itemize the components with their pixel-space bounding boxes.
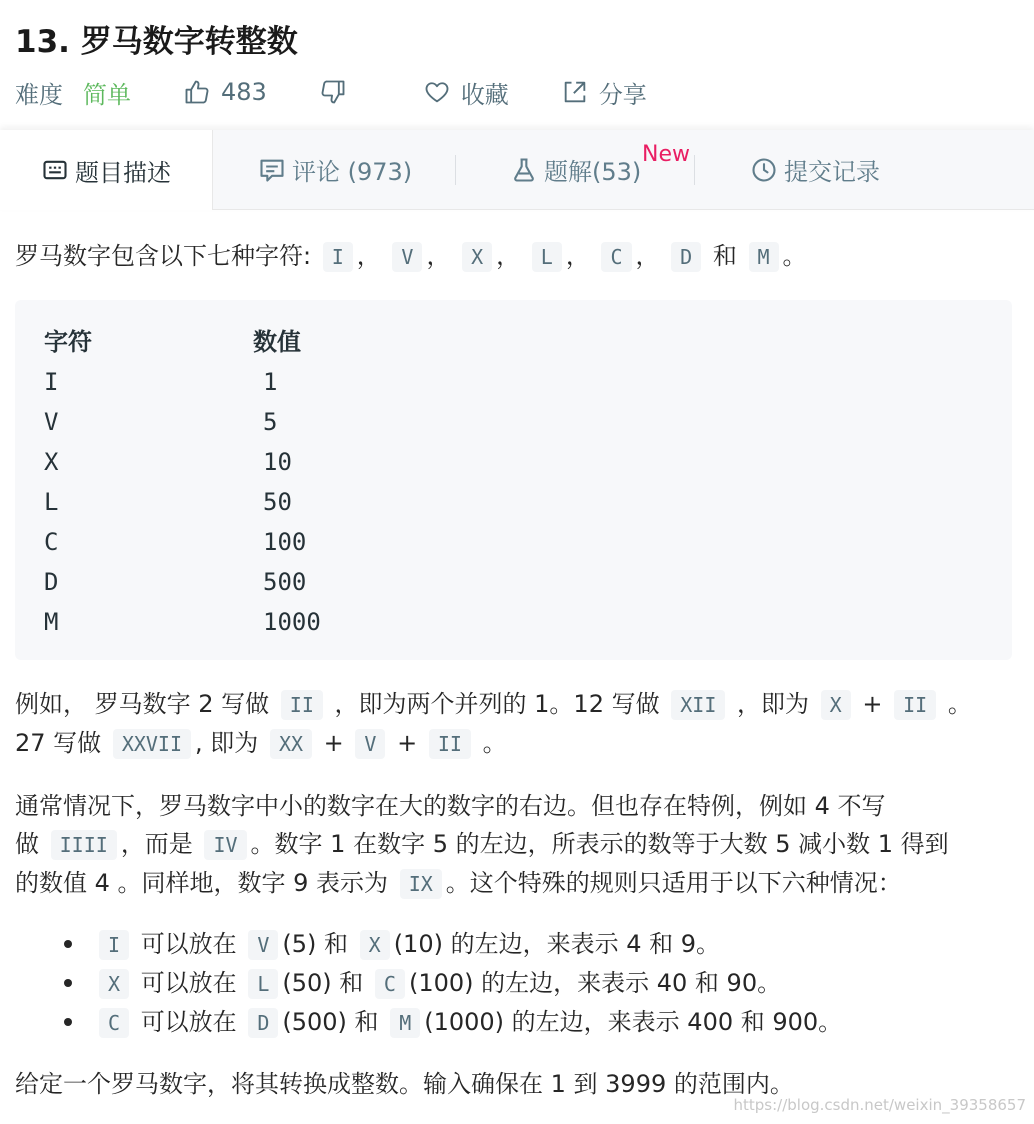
difficulty-label: 难度 — [15, 80, 63, 109]
table-row — [44, 602, 321, 642]
example-line — [15, 724, 972, 763]
example-text: , 即为 — [195, 729, 259, 757]
table-cell-value: 50 — [263, 488, 292, 516]
roman-code: II — [894, 690, 936, 720]
heart-icon — [423, 78, 451, 106]
special-cases-paragraph — [15, 787, 949, 903]
rules-list — [15, 925, 842, 1042]
symbol-code: D — [671, 242, 701, 272]
problem-tabs — [0, 130, 1034, 210]
tab-solutions[interactable] — [510, 130, 641, 209]
list-item — [15, 964, 842, 1003]
table-row — [44, 482, 321, 522]
bullet-dot — [64, 940, 72, 948]
roman-code: C — [99, 1008, 129, 1038]
table-cell-symbol: D — [44, 568, 59, 596]
roman-code: XII — [671, 690, 725, 720]
roman-code: II — [281, 690, 323, 720]
symbol-code: X — [462, 242, 492, 272]
special-text: 的数值 4 。同样地，数字 9 表示为 — [15, 869, 389, 897]
rule-text: (50) 和 — [282, 969, 364, 997]
table-cell-symbol: C — [44, 528, 59, 556]
roman-code: L — [248, 969, 278, 999]
problem-title: 13. 罗马数字转整数 — [15, 24, 298, 60]
new-badge: New — [642, 142, 690, 167]
table-cell-symbol: X — [44, 448, 59, 476]
rule-text: 可以放在 — [140, 969, 237, 997]
period: 。 — [782, 242, 807, 270]
table-cell-symbol: I — [44, 368, 59, 396]
rule-text: (100) 的左边，来表示 40 和 90。 — [408, 969, 782, 997]
roman-code: V — [355, 729, 385, 759]
rule-text: (500) 和 — [282, 1008, 379, 1036]
closing-paragraph: 给定一个罗马数字，将其转换成整数。输入确保在 1 到 3999 的范围内。 — [15, 1070, 794, 1098]
special-text: 。这个特殊的规则只适用于以下六种情况： — [445, 869, 902, 897]
table-cell-value: 5 — [263, 408, 278, 436]
special-line — [15, 825, 949, 864]
bullet-dot — [64, 979, 72, 987]
roman-code: C — [375, 969, 405, 999]
symbol-value-table — [15, 300, 1012, 660]
table-cell-value: 10 — [263, 448, 292, 476]
conjunction: 和 — [712, 242, 737, 270]
table-cell-value: 100 — [263, 528, 307, 556]
share-label: 分享 — [598, 80, 647, 109]
table-row — [44, 522, 321, 562]
roman-code: IIII — [51, 830, 117, 860]
tab-solutions-label: 题解(53) — [544, 158, 642, 186]
rule-text: (1000) 的左边，来表示 400 和 900。 — [424, 1008, 843, 1036]
symbol-code: M — [749, 242, 779, 272]
special-line: 通常情况下，罗马数字中小的数字在大的数字的右边。但也存在特例，例如 4 不写 — [15, 792, 886, 820]
clock-icon — [750, 156, 778, 184]
special-line — [15, 864, 949, 903]
example-text: ，即为两个并列的 1。12 写做 — [334, 690, 660, 718]
plus-sign: + — [397, 729, 418, 757]
separator: ， — [496, 242, 521, 270]
symbol-code: L — [532, 242, 562, 272]
special-text: 。数字 1 在数字 5 的左边，所表示的数等于大数 5 减小数 1 得到 — [250, 830, 949, 858]
roman-code: M — [390, 1008, 420, 1038]
share-button[interactable] — [561, 75, 647, 110]
bullet-dot — [64, 1018, 72, 1026]
intro-paragraph — [15, 237, 807, 276]
table-header-symbol: 字符 — [44, 328, 92, 356]
table-cell-symbol: V — [44, 408, 59, 436]
rule-text: 可以放在 — [140, 1008, 237, 1036]
example-text: 27 写做 — [15, 729, 102, 757]
comment-icon — [258, 156, 286, 184]
roman-code: I — [99, 930, 129, 960]
special-text: 做 — [15, 830, 39, 858]
symbol-code: C — [601, 242, 631, 272]
tab-divider — [455, 155, 456, 185]
example-text: 。 — [947, 690, 972, 718]
separator: ， — [565, 242, 590, 270]
symbol-code: V — [392, 242, 422, 272]
tab-comments-label: 评论 (973) — [292, 158, 413, 186]
separator: ， — [356, 242, 381, 270]
roman-code: V — [248, 930, 278, 960]
table-row — [44, 362, 321, 402]
dislike-button[interactable] — [319, 78, 357, 106]
roman-code: X — [360, 930, 390, 960]
table-cell-symbol: M — [44, 608, 59, 636]
example-text: 例如， 罗马数字 2 写做 — [15, 690, 270, 718]
table-row — [44, 402, 321, 442]
list-item — [15, 925, 842, 964]
tab-submissions-label: 提交记录 — [784, 158, 880, 186]
table-row — [44, 442, 321, 482]
tab-description[interactable] — [0, 130, 213, 210]
like-button[interactable] — [183, 78, 267, 106]
favorite-label: 收藏 — [460, 80, 509, 109]
symbol-code: I — [323, 242, 353, 272]
tab-description-label: 题目描述 — [75, 158, 171, 187]
rule-text: 可以放在 — [140, 930, 237, 958]
example-paragraph — [15, 685, 972, 763]
tab-divider — [694, 155, 695, 185]
roman-code: D — [248, 1008, 278, 1038]
like-count: 483 — [221, 78, 267, 106]
thumbs-down-icon — [319, 78, 347, 106]
table-row — [44, 562, 321, 602]
roman-code: X — [821, 690, 851, 720]
roman-code: IV — [204, 830, 246, 860]
tab-submissions[interactable] — [750, 130, 880, 209]
table-header-value: 数值 — [253, 328, 301, 356]
table-cell-value: 1 — [263, 368, 278, 396]
example-text: ，即为 — [737, 690, 810, 718]
flask-icon — [510, 156, 538, 184]
roman-code: IX — [400, 869, 442, 899]
separator: ， — [635, 242, 660, 270]
roman-code: II — [429, 729, 471, 759]
plus-sign: + — [323, 729, 344, 757]
watermark: https://blog.csdn.net/weixin_39358657 — [733, 1096, 1026, 1114]
roman-code: XXVII — [113, 729, 191, 759]
rule-text: (10) 的左边，来表示 4 和 9。 — [393, 930, 721, 958]
example-text: 。 — [482, 729, 507, 757]
thumbs-up-icon — [183, 78, 211, 106]
table-cell-value: 500 — [263, 568, 307, 596]
table-header-row — [44, 322, 321, 362]
problem-meta — [15, 72, 647, 112]
table-cell-value: 1000 — [263, 608, 321, 636]
favorite-button[interactable] — [423, 75, 509, 110]
intro-text: 罗马数字包含以下七种字符: — [15, 242, 312, 270]
rule-text: (5) 和 — [282, 930, 348, 958]
description-icon — [41, 156, 69, 184]
difficulty-value: 简单 — [83, 80, 131, 109]
share-icon — [561, 78, 589, 106]
separator: ， — [426, 242, 451, 270]
roman-code: XX — [270, 729, 312, 759]
plus-sign: + — [862, 690, 883, 718]
tab-comments[interactable] — [258, 130, 412, 209]
list-item — [15, 1003, 842, 1042]
table-cell-symbol: L — [44, 488, 59, 516]
special-text: ，而是 — [120, 830, 193, 858]
example-line — [15, 685, 972, 724]
roman-code: X — [99, 969, 129, 999]
problem-header — [0, 0, 1034, 130]
